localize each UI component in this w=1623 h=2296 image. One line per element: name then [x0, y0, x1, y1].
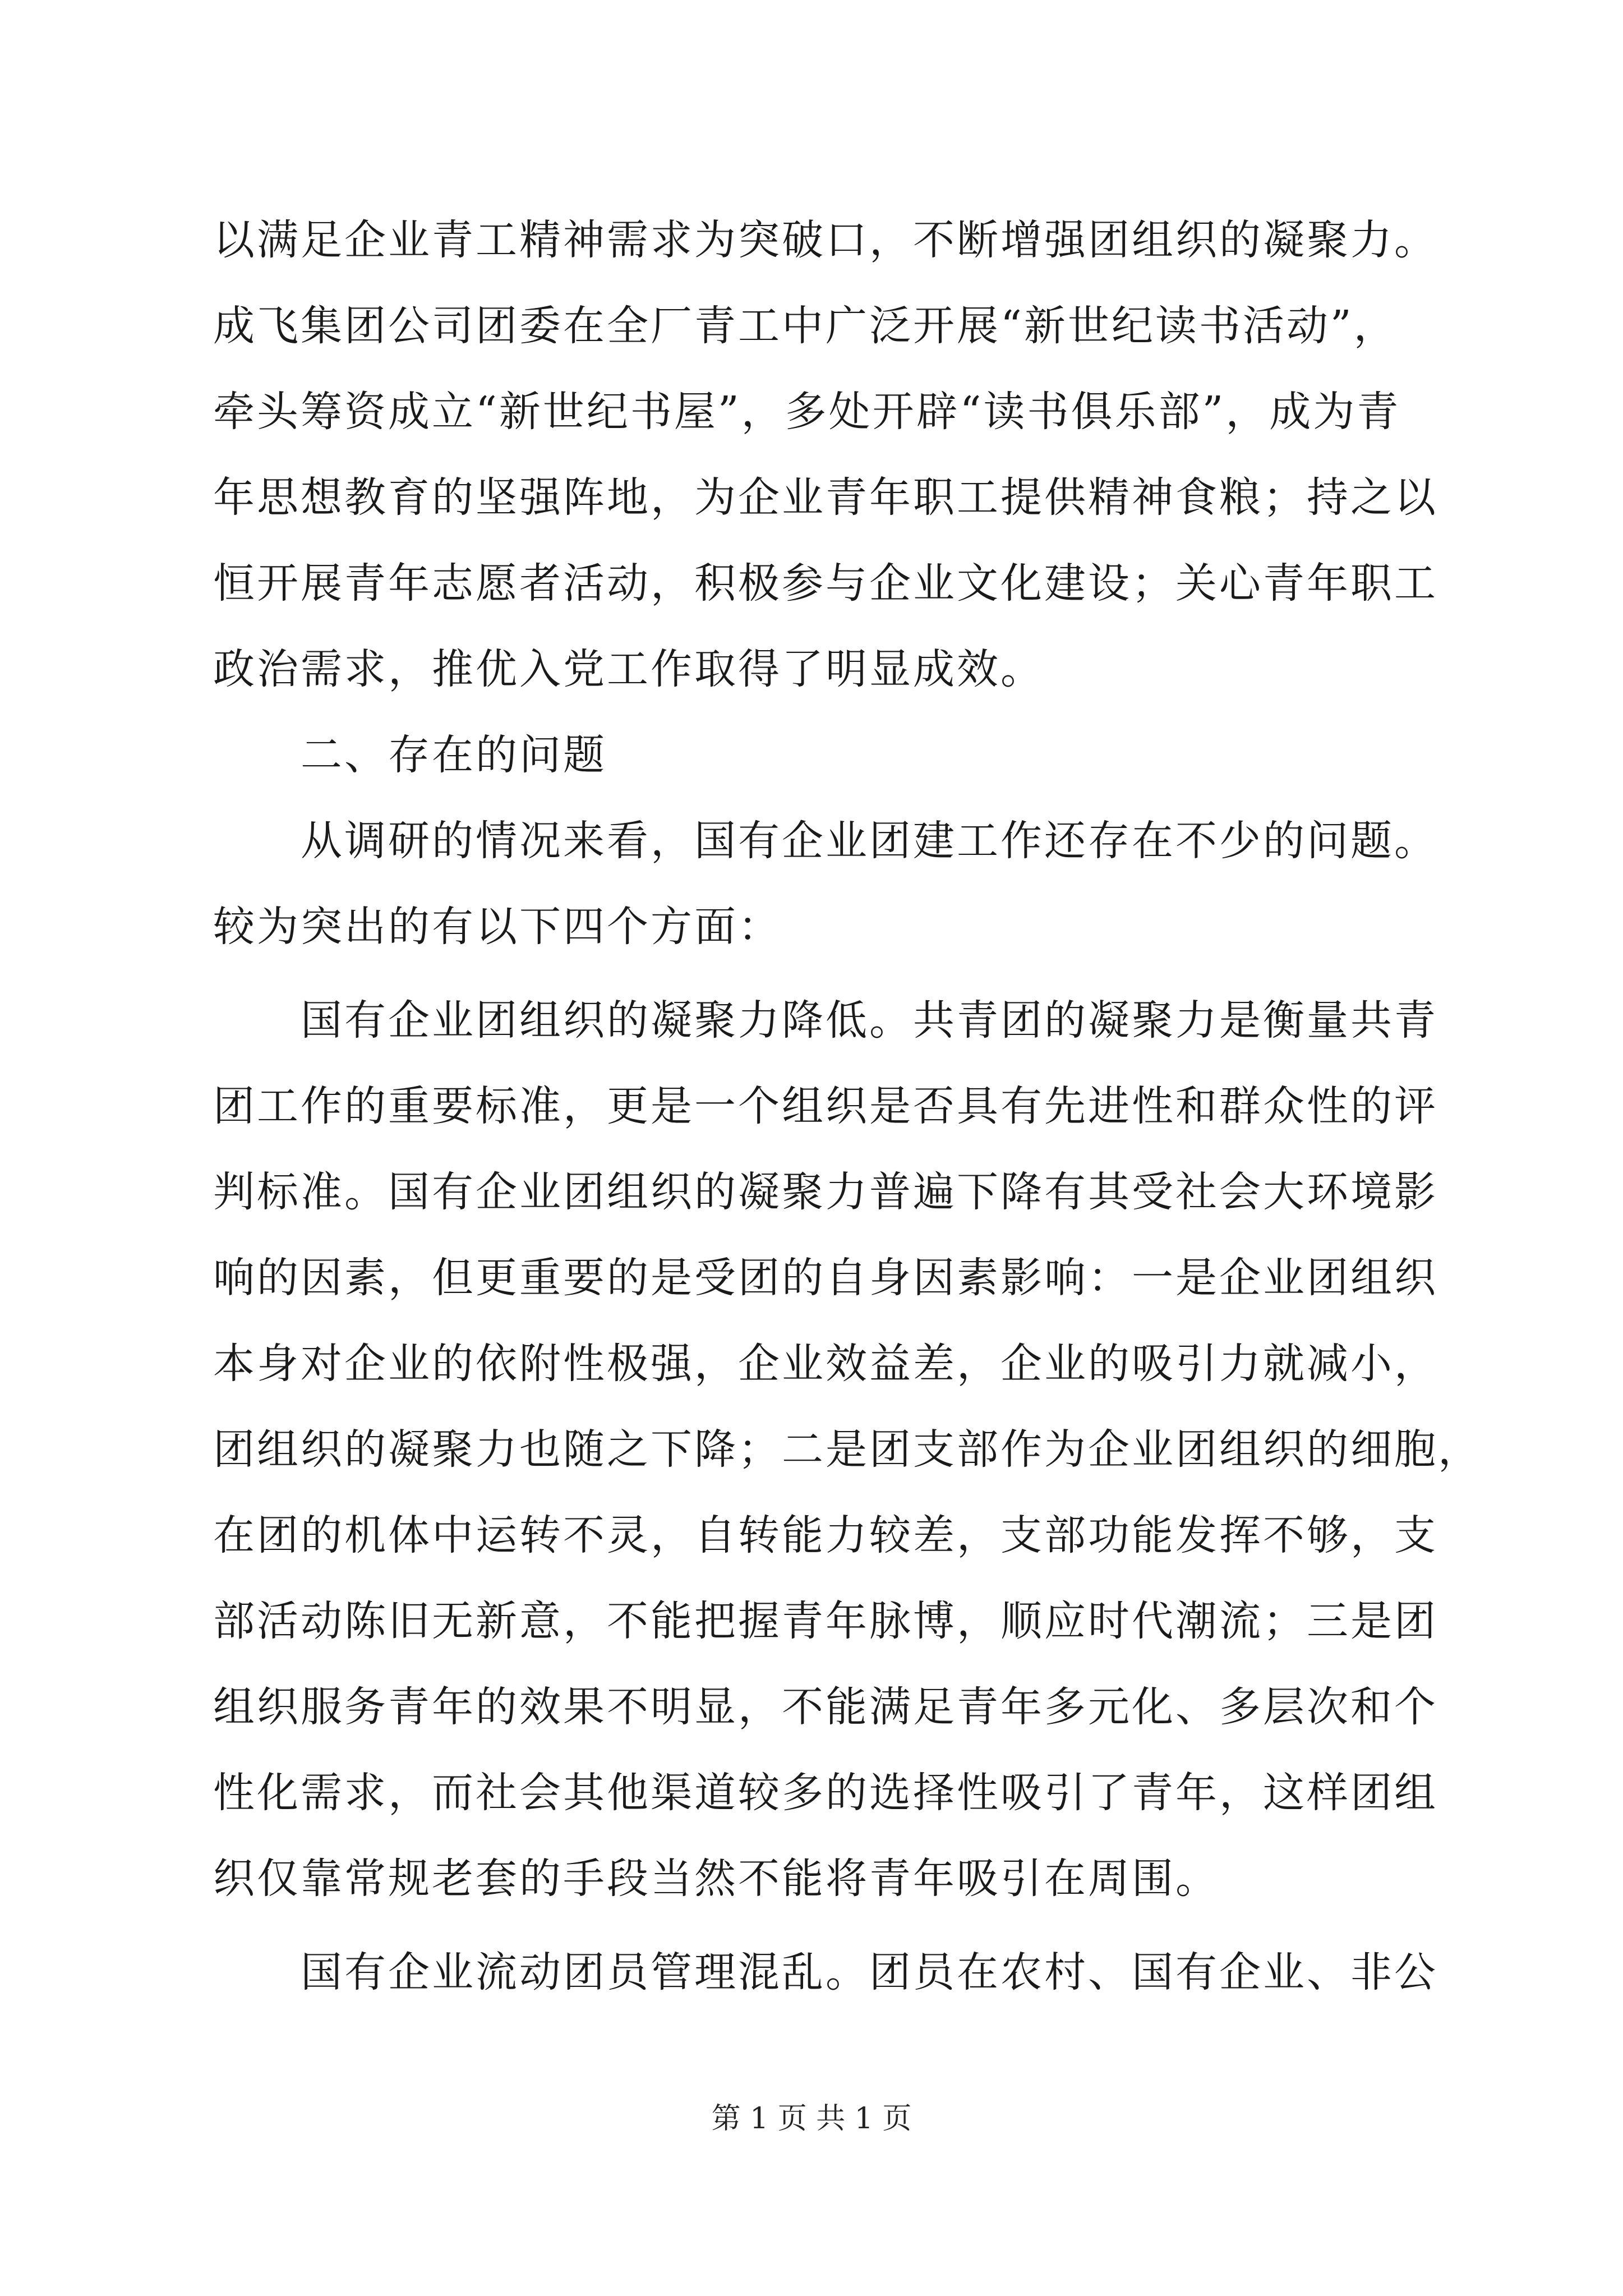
text-line: 年思想教育的坚强阵地，为企业青年职工提供精神食粮；持之以	[213, 473, 1438, 522]
text-line: 本身对企业的依附性极强，企业效益差，企业的吸引力就减小，	[213, 1340, 1438, 1388]
document-body	[213, 197, 1482, 2016]
paragraph-first-line: 国有企业团组织的凝聚力降低。共青团的凝聚力是衡量共青	[301, 996, 1438, 1045]
text-line: 性化需求，而社会其他渠道较多的选择性吸引了青年，这样团组	[213, 1769, 1438, 1817]
text-line: 响的因素，但更重要的是受团的自身因素影响：一是企业团组织	[213, 1254, 1438, 1302]
section-heading: 二、存在的问题	[301, 731, 607, 779]
text-line: 在团的机体中运转不灵，自转能力较差，支部功能发挥不够，支	[213, 1511, 1438, 1559]
paragraph-first-line: 从调研的情况来看，国有企业团建工作还存在不少的问题。	[301, 817, 1438, 865]
text-line: 判标准。国有企业团组织的凝聚力普遍下降有其受社会大环境影	[213, 1168, 1438, 1216]
text-line: 织仅靠常规老套的手段当然不能将青年吸引在周围。	[213, 1855, 1219, 1903]
text-line: 政治需求，推优入党工作取得了明显成效。	[213, 645, 1044, 693]
text-line: 团组织的凝聚力也随之下降；二是团支部作为企业团组织的细胞，	[213, 1425, 1482, 1474]
text-line: 以满足企业青工精神需求为突破口，不断增强团组织的凝聚力。	[213, 216, 1438, 264]
paragraph-first-line: 国有企业流动团员管理混乱。团员在农村、国有企业、非公	[301, 1948, 1438, 1996]
page-footer: 第 1 页 共 1 页	[711, 2102, 912, 2136]
text-line: 组织服务青年的效果不明显，不能满足青年多元化、多层次和个	[213, 1683, 1438, 1731]
text-line: 部活动陈旧无新意，不能把握青年脉博，顺应时代潮流；三是团	[213, 1597, 1438, 1645]
text-line: 牵头筹资成立“新世纪书屋”，多处开辟“读书俱乐部”，成为青	[213, 388, 1401, 436]
text-line: 恒开展青年志愿者活动，积极参与企业文化建设；关心青年职工	[213, 559, 1438, 608]
text-line: 较为突出的有以下四个方面：	[213, 903, 782, 951]
text-line: 团工作的重要标准，更是一个组织是否具有先进性和群众性的评	[213, 1082, 1438, 1130]
text-line: 成飞集团公司团委在全厂青工中广泛开展“新世纪读书活动”，	[213, 302, 1398, 350]
